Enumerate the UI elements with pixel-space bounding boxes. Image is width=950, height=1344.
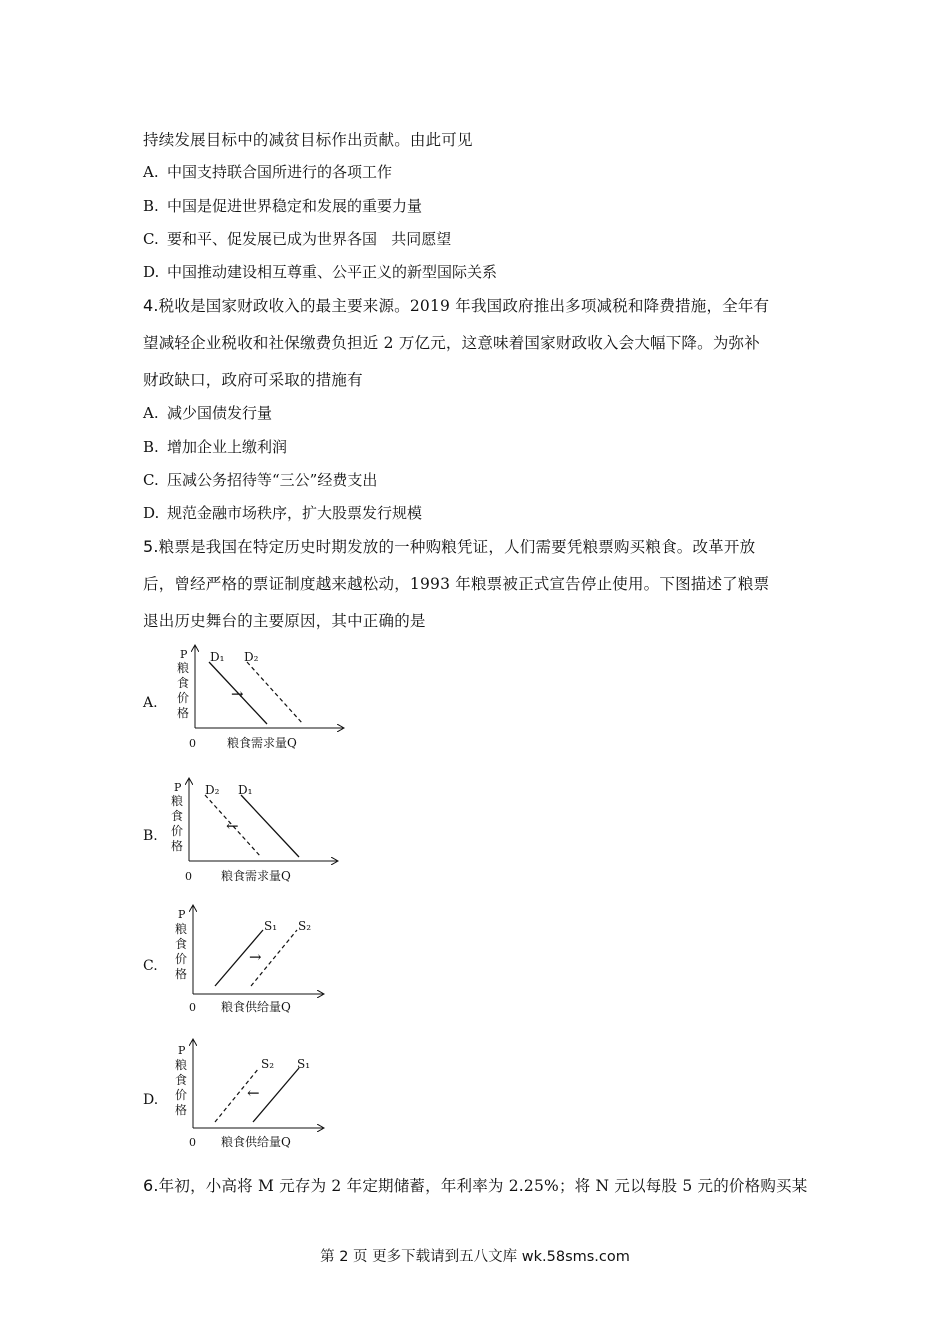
graph-option-letter: A. xyxy=(143,695,158,711)
q4-option-b xyxy=(143,436,287,457)
q5-line-3: 退出历史舞台的主要原因，其中正确的是 xyxy=(143,612,426,630)
q4-line-1 xyxy=(143,294,769,316)
y-axis-char: 格 xyxy=(175,1103,188,1117)
x-axis-label: 粮食供给量Q xyxy=(221,1000,291,1014)
question-number: 5. xyxy=(143,537,159,556)
q3-option-a xyxy=(143,161,392,182)
s1-label: S₁ xyxy=(297,1057,311,1071)
y-axis-p-label: P xyxy=(178,1044,186,1057)
y-axis-p-label: P xyxy=(174,781,182,794)
q4-option-d xyxy=(143,502,422,523)
y-axis-p-label: P xyxy=(180,648,188,661)
option-letter: D. xyxy=(143,504,160,522)
option-letter: A. xyxy=(143,404,159,422)
q3-option-b xyxy=(143,195,422,216)
d2-label: D₂ xyxy=(244,650,259,664)
graph-option-letter: B. xyxy=(143,828,158,844)
y-axis-char: 食 xyxy=(175,937,188,951)
shift-arrow: → xyxy=(249,948,262,966)
y-axis-char: 价 xyxy=(171,824,184,838)
option-letter: C. xyxy=(143,471,159,489)
q6-line-1 xyxy=(143,1174,807,1196)
q6-text: 年初，小高将 M 元存为 2 年定期储蓄，年利率为 2.25%；将 N 元以每股 5 元的价格购买某 xyxy=(158,1177,808,1195)
origin-label: 0 xyxy=(189,1136,196,1149)
graph-option-letter: D. xyxy=(143,1092,159,1108)
option-text: 减少国债发行量 xyxy=(167,404,273,422)
y-axis-char: 价 xyxy=(175,1088,188,1102)
q4-line-3: 财政缺口，政府可采取的措施有 xyxy=(143,371,363,389)
demand-graph xyxy=(163,773,383,888)
option-text: 规范金融市场秩序，扩大股票发行规模 xyxy=(167,504,423,522)
option-text: 中国是促进世界稳定和发展的重要力量 xyxy=(167,197,423,215)
page-footer: 第 2 页 更多下载请到五八文库 wk.58sms.com xyxy=(320,1249,630,1265)
q4-option-a xyxy=(143,402,272,423)
option-text: 中国推动建设相互尊重、公平正义的新型国际关系 xyxy=(167,263,498,281)
y-axis-char: 粮 xyxy=(175,1058,188,1072)
d1-label: D₁ xyxy=(210,650,225,664)
option-letter: C. xyxy=(143,230,159,248)
q3-text-line: 持续发展目标中的减贫目标作出贡献。由此可见 xyxy=(143,131,473,149)
y-axis-char: 食 xyxy=(175,1073,188,1087)
y-axis-char: 价 xyxy=(177,691,190,705)
y-axis-char: 粮 xyxy=(177,661,190,675)
q4-line-2: 望减轻企业税收和社保缴费负担近 2 万亿元，这意味着国家财政收入会大幅下降。为弥补 xyxy=(143,334,760,352)
origin-label: 0 xyxy=(185,870,192,883)
y-axis-char: 格 xyxy=(175,967,188,981)
option-text: 要和平、促发展已成为世界各国 共同愿望 xyxy=(167,230,452,248)
option-letter: D. xyxy=(143,263,160,281)
shift-arrow: ← xyxy=(247,1084,260,1102)
s2-label: S₂ xyxy=(261,1057,275,1071)
demand-graph xyxy=(163,640,383,755)
d1-label: D₁ xyxy=(238,783,253,797)
x-axis-label: 粮食需求量Q xyxy=(227,736,297,750)
y-axis-char: 价 xyxy=(175,952,188,966)
option-text: 中国支持联合国所进行的各项工作 xyxy=(167,163,393,181)
d2-curve xyxy=(247,662,303,724)
y-axis-char: 格 xyxy=(171,839,184,853)
option-text: 压减公务招待等“三公”经费支出 xyxy=(167,471,378,489)
y-axis-p-label: P xyxy=(178,908,186,921)
option-letter: B. xyxy=(143,197,159,215)
s2-label: S₂ xyxy=(298,919,312,933)
supply-graph xyxy=(163,900,383,1018)
y-axis-char: 粮 xyxy=(175,922,188,936)
q5-line-1 xyxy=(143,535,755,557)
origin-label: 0 xyxy=(189,1001,196,1014)
q4-option-c xyxy=(143,469,377,490)
shift-arrow: ← xyxy=(226,817,239,835)
supply-graph xyxy=(163,1036,383,1154)
s1-label: S₁ xyxy=(264,919,278,933)
x-axis-label: 粮食供给量Q xyxy=(221,1135,291,1149)
q3-option-d xyxy=(143,261,497,282)
shift-arrow: → xyxy=(231,685,244,703)
question-number: 6. xyxy=(143,1176,159,1195)
graph-option-letter: C. xyxy=(143,958,158,974)
origin-label: 0 xyxy=(189,737,196,750)
q4-text: 税收是国家财政收入的最主要来源。2019 年我国政府推出多项减税和降费措施，全年有 xyxy=(158,297,770,315)
q5-text: 粮票是我国在特定历史时期发放的一种购粮凭证，人们需要凭粮票购买粮食。改革开放 xyxy=(158,538,756,556)
d1-curve xyxy=(241,795,299,857)
y-axis-char: 食 xyxy=(177,676,190,690)
d2-label: D₂ xyxy=(205,783,220,797)
y-axis-char: 食 xyxy=(171,809,184,823)
y-axis-char: 格 xyxy=(177,706,190,720)
x-axis-label: 粮食需求量Q xyxy=(221,869,291,883)
option-text: 增加企业上缴利润 xyxy=(167,438,288,456)
option-letter: B. xyxy=(143,438,159,456)
q3-option-c xyxy=(143,228,451,249)
y-axis-char: 粮 xyxy=(171,794,184,808)
s1-curve xyxy=(253,1068,299,1122)
q5-line-2: 后，曾经严格的票证制度越来越松动，1993 年粮票被正式宣告停止使用。下图描述了粮票 xyxy=(143,575,770,593)
question-number: 4. xyxy=(143,296,159,315)
option-letter: A. xyxy=(143,163,159,181)
